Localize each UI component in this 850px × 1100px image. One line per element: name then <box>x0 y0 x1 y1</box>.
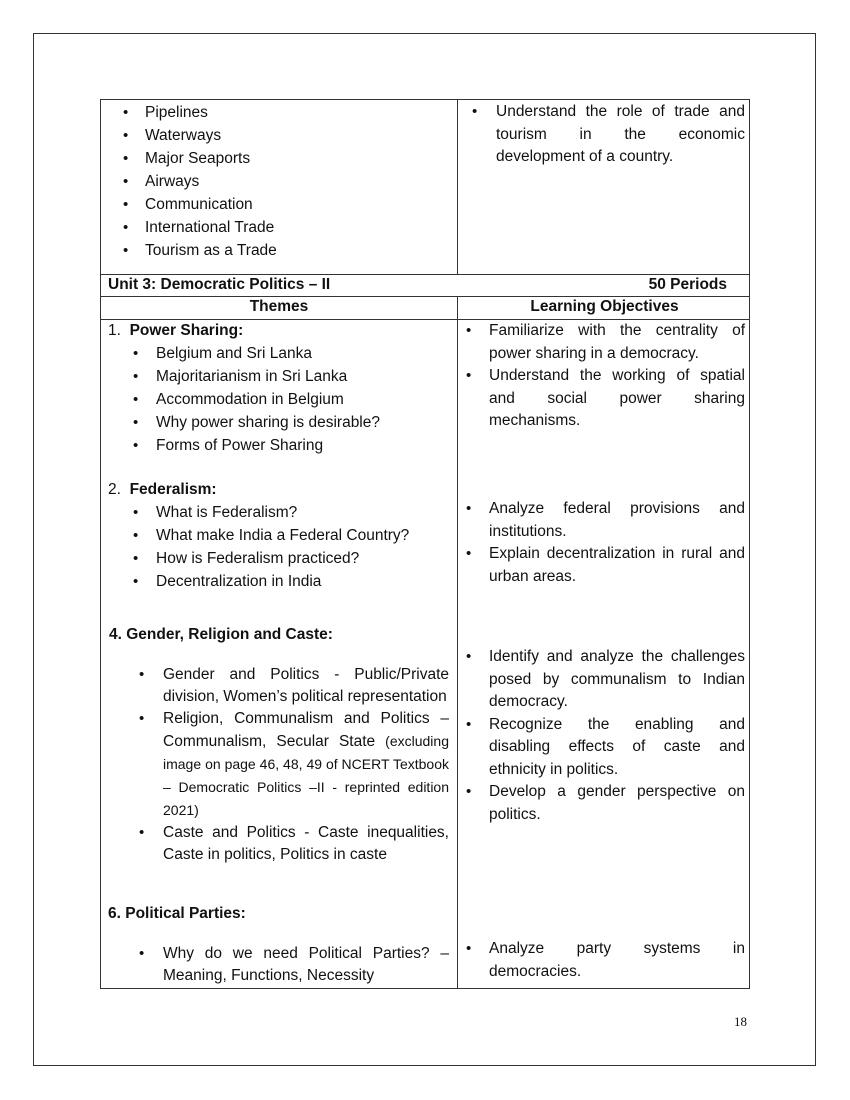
objectives-header: Learning Objectives <box>530 298 679 315</box>
list-item: • What make India a Federal Country? <box>101 524 451 547</box>
transport-objectives <box>459 101 751 169</box>
list-item: • How is Federalism practiced? <box>101 547 451 570</box>
list-item: • Waterways <box>109 124 449 147</box>
objective-item: • Understand the working of spatial and social power sharing mechanisms. <box>458 365 751 433</box>
objective-item: • Familiarize with the centrality of power sharing in a democracy. <box>458 320 751 365</box>
objective-item: • Understand the role of trade and tourism in the economic development of a country. <box>459 101 751 169</box>
list-item: • Gender and Politics - Public/Private division, Women’s political representation <box>101 664 449 708</box>
list-item: • Tourism as a Trade <box>109 239 449 262</box>
list-item: • Caste and Politics - Caste inequalities, Caste in politics, Politics in caste <box>101 822 449 866</box>
unit-periods: 50 Periods <box>648 276 727 293</box>
power-sharing-objectives <box>458 320 751 433</box>
list-item: • Accommodation in Belgium <box>101 388 451 411</box>
power-sharing-heading <box>108 319 243 342</box>
syllabus-table <box>100 99 750 989</box>
list-item: • Major Seaports <box>109 147 449 170</box>
list-item: • Why do we need Political Parties? – Meaning, Functions, Necessity <box>101 943 449 987</box>
objective-item: • Develop a gender perspective on politics. <box>458 781 751 826</box>
unit-title: Unit 3: Democratic Politics – II <box>108 276 331 293</box>
objective-item: • Explain decentralization in rural and urban areas. <box>458 543 751 588</box>
column-divider-top <box>457 100 458 274</box>
federalism-objectives <box>458 498 751 588</box>
list-item: • International Trade <box>109 216 449 239</box>
section-number: 2. <box>108 481 121 498</box>
section-number: 1. <box>108 322 121 339</box>
list-item: • Belgium and Sri Lanka <box>101 342 451 365</box>
list-item: • Forms of Power Sharing <box>101 434 451 457</box>
section-title: Power Sharing: <box>129 322 244 339</box>
parties-objectives <box>458 938 751 983</box>
list-item: • Communication <box>109 193 449 216</box>
parties-heading: 6. Political Parties: <box>108 905 246 922</box>
list-item: • What is Federalism? <box>101 501 451 524</box>
item-text: Religion, Communalism and Politics – Communalism, Secular State <box>163 710 449 750</box>
list-item: • Airways <box>109 170 449 193</box>
objective-item: • Identify and analyze the challenges posed by communalism to Indian democracy. <box>458 646 751 714</box>
page-number: 18 <box>734 1014 747 1029</box>
power-sharing-topics <box>101 342 451 457</box>
item-note: (excluding image on page 46, 48, 49 of NCERT Textbook – Democratic Politics –II - reprinted edition 2021) <box>163 733 449 818</box>
list-item: • Majoritarianism in Sri Lanka <box>101 365 451 388</box>
list-item: • Why power sharing is desirable? <box>101 411 451 434</box>
objective-item: • Recognize the enabling and disabling effects of caste and ethnicity in politics. <box>458 714 751 782</box>
section-title: Federalism: <box>129 481 217 498</box>
transport-list <box>109 101 449 262</box>
list-item: • Pipelines <box>109 101 449 124</box>
objective-item: • Analyze federal provisions and institutions. <box>458 498 751 543</box>
federalism-heading <box>108 478 217 501</box>
gender-topics <box>101 664 449 866</box>
list-item: • Decentralization in India <box>101 570 451 593</box>
parties-topics <box>101 943 449 987</box>
gender-heading: 4. Gender, Religion and Caste: <box>109 626 333 643</box>
federalism-topics <box>101 501 451 593</box>
objective-item: • Analyze party systems in democracies. <box>458 938 751 983</box>
gender-objectives <box>458 646 751 826</box>
list-item <box>101 708 449 822</box>
themes-header: Themes <box>249 298 309 315</box>
